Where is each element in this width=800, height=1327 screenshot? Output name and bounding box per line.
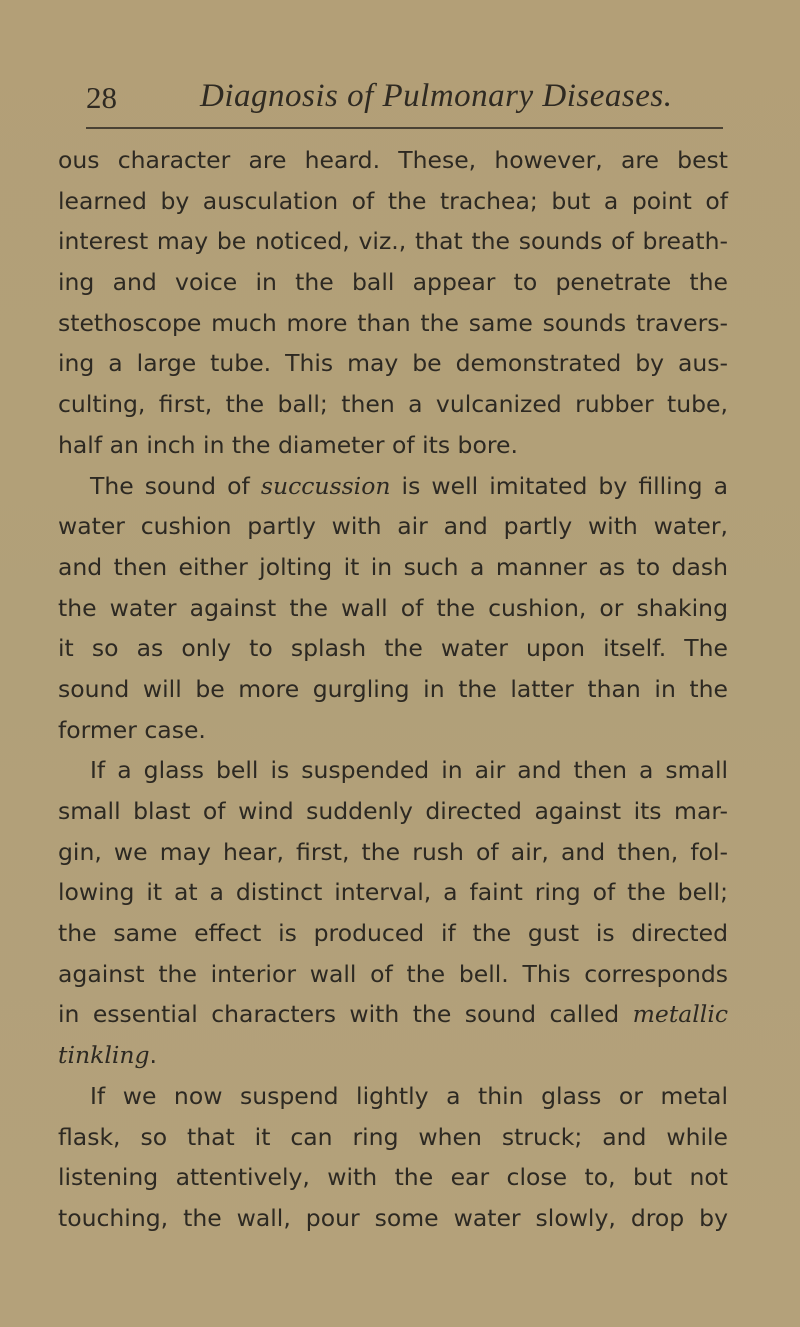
- text-line: half an inch in the diameter of its bore.: [58, 430, 518, 459]
- text-line: [58, 1035, 728, 1076]
- text-line: and then either jolting it in such a manner as to dash: [58, 552, 728, 581]
- text-line: interest may be noticed, viz., that the sounds of breath-: [58, 227, 728, 256]
- text-line: flask, so that it can ring when struck; and while: [58, 1122, 728, 1151]
- text-line: If a glass bell is suspended in air and then a small: [90, 756, 728, 785]
- text-line: sound will be more gurgling in the latter than in the: [58, 674, 728, 703]
- text-line: small blast of wind suddenly directed against its mar-: [58, 797, 728, 825]
- body-text: [58, 140, 728, 1239]
- italic-term-metallic: metallic: [632, 1000, 728, 1029]
- text-line: [58, 466, 728, 507]
- text-line: former case.: [58, 715, 206, 744]
- text-line: listening attentively, with the ear close to, but not: [58, 1163, 728, 1192]
- text-line: If we now suspend lightly a thin glass or metal: [90, 1081, 728, 1110]
- page-number: 28: [86, 80, 117, 115]
- text-line: ing a large tube. This may be demonstrated by aus-: [58, 349, 728, 378]
- text-line: water cushion partly with air and partly with water,: [58, 512, 728, 541]
- text-line: ous character are heard. These, however, are best: [58, 146, 728, 174]
- text-line: stethoscope much more than the same sounds travers-: [58, 308, 728, 337]
- italic-term-succussion: succussion: [260, 471, 391, 500]
- text-segment: .: [149, 1041, 158, 1070]
- text-segment: The sound of: [90, 471, 261, 500]
- text-line: it so as only to splash the water upon itself. The: [58, 634, 728, 663]
- text-line: against the interior wall of the bell. This corresponds: [58, 959, 728, 988]
- running-title: Diagnosis of Pulmonary Diseases.: [200, 78, 673, 114]
- text-line: [58, 994, 728, 1035]
- header-rule: [86, 127, 723, 129]
- text-line: lowing it at a distinct interval, a faint ring of the bell;: [58, 878, 728, 907]
- text-line: gin, we may hear, first, the rush of air, and then, fol-: [58, 837, 728, 866]
- text-line: the water against the wall of the cushion, or shaking: [58, 593, 728, 622]
- page-header: [86, 72, 728, 115]
- italic-term-tinkling: tinkling: [58, 1041, 150, 1070]
- text-line: learned by ausculation of the trachea; but a point of: [58, 186, 728, 215]
- text-line: touching, the wall, pour some water slowly, drop by: [58, 1203, 728, 1232]
- text-line: the same effect is produced if the gust is directed: [58, 919, 728, 948]
- text-line: ing and voice in the ball appear to penetrate the: [58, 268, 728, 297]
- text-line: culting, first, the ball; then a vulcanized rubber tube,: [58, 390, 728, 419]
- text-segment: is well imitated by filling a: [390, 471, 728, 500]
- text-segment: in essential characters with the sound called: [58, 1000, 633, 1029]
